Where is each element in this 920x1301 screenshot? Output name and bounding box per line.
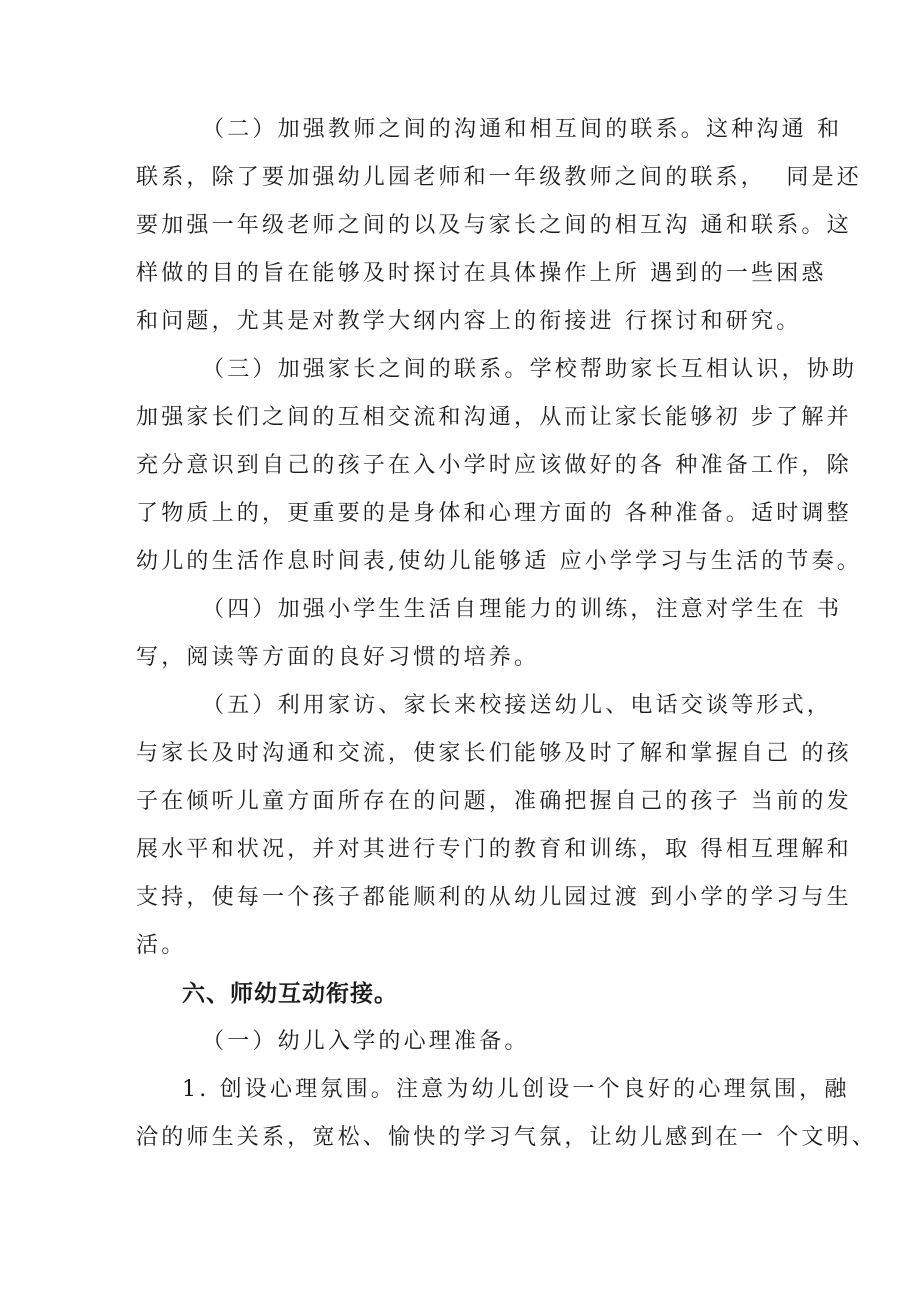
subsection-heading: （一）幼儿入学的心理准备。 bbox=[202, 1029, 530, 1054]
paragraph-3-line-3: 充分意识到自己的孩子在入小学时应该做好的各 种准备工作，除 bbox=[136, 453, 852, 478]
paragraph-2-line-2: 联系，除了要加强幼儿园老师和一年级教师之间的联系， 同是还 bbox=[136, 165, 862, 190]
paragraph-5-line-5: 支持，使每一个孩子都能顺利的从幼儿园过渡 到小学的学习与生 bbox=[136, 885, 852, 910]
paragraph-2-line-4: 样做的目的旨在能够及时探讨在具体操作上所 遇到的一些困惑 bbox=[136, 261, 827, 286]
paragraph-2-line-3: 要加强一年级老师之间的以及与家长之间的相互沟 通和联系。这 bbox=[136, 213, 852, 238]
paragraph-5-line-6: 活。 bbox=[136, 933, 187, 958]
paragraph-3-line-5: 幼儿的生活作息时间表,使幼儿能够适 应小学学习与生活的节奏。 bbox=[136, 549, 862, 574]
paragraph-3-line-4: 了物质上的，更重要的是身体和心理方面的 各种准备。适时调整 bbox=[136, 501, 852, 526]
paragraph-5-line-2: 与家长及时沟通和交流，使家长们能够及时了解和掌握自己 的孩 bbox=[136, 741, 852, 766]
paragraph-3-line-2: 加强家长们之间的互相交流和沟通，从而让家长能够初 步了解并 bbox=[136, 405, 852, 430]
item-1-line-1: 1. 创设心理氛围。注意为幼儿创设一个良好的心理氛围，融 bbox=[182, 1077, 850, 1102]
paragraph-4-line-2: 写，阅读等方面的良好习惯的培养。 bbox=[136, 645, 540, 670]
paragraph-2-line-5: 和问题，尤其是对教学大纲内容上的衔接进 行探讨和研究。 bbox=[136, 309, 802, 334]
paragraph-4-line-1: （四）加强小学生生活自理能力的训练，注意对学生在 书 bbox=[202, 597, 843, 622]
paragraph-3-line-1: （三）加强家长之间的联系。学校帮助家长互相认识，协助 bbox=[202, 357, 858, 382]
paragraph-5-line-4: 展水平和状况，并对其进行专门的教育和训练，取 得相互理解和 bbox=[136, 837, 852, 862]
paragraph-5-line-3: 子在倾听儿童方面所存在的问题，准确把握自己的孩子 当前的发 bbox=[136, 789, 852, 814]
item-1-line-2: 洽的师生关系，宽松、愉快的学习气氛，让幼儿感到在一 个文明、 bbox=[136, 1125, 877, 1150]
section-heading: 六、师幼互动衔接。 bbox=[182, 981, 398, 1007]
paragraph-5-line-1: （五）利用家访、家长来校接送幼儿、电话交谈等形式， bbox=[202, 693, 833, 718]
paragraph-2-line-1: （二）加强教师之间的沟通和相互间的联系。这种沟通 和 bbox=[202, 117, 843, 142]
